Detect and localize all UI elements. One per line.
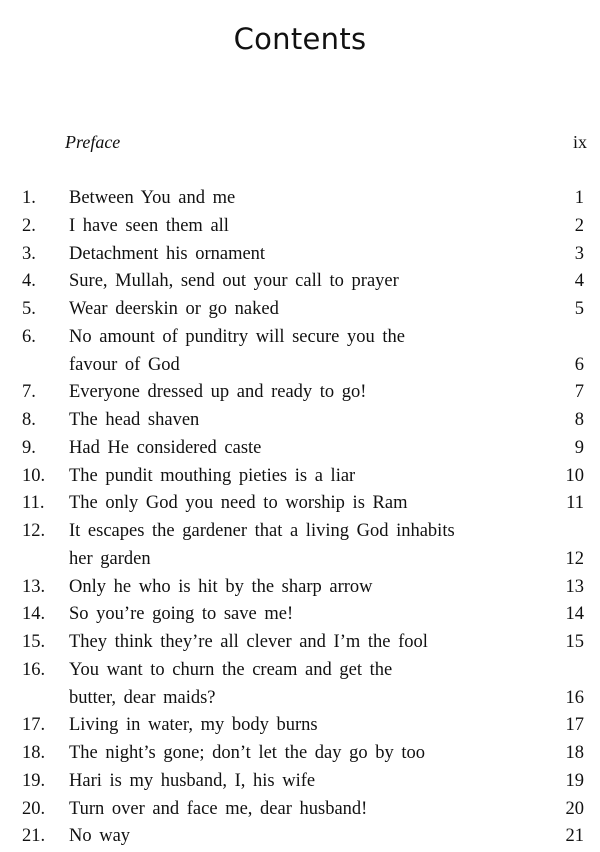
entry-page-number: 20 [565, 798, 584, 819]
entry-number: 12. [22, 521, 46, 541]
toc-entry[interactable] [0, 241, 600, 269]
entry-number: 21. [22, 826, 46, 847]
entry-number: 4. [22, 271, 36, 292]
entry-title-line: her garden [69, 548, 151, 569]
entry-page-number: 1 [574, 188, 584, 208]
entry-title-line: Between You and me [69, 188, 236, 208]
toc-entry[interactable] [0, 379, 600, 407]
entry-page-number: 4 [574, 271, 584, 292]
entry-page-number: 5 [574, 299, 584, 319]
entry-number: 9. [22, 437, 36, 458]
entry-title-line: The only God you need to worship is Ram [69, 493, 408, 514]
entry-number: 16. [22, 659, 46, 680]
entry-title-line: Had He considered caste [69, 437, 262, 458]
toc-entry[interactable] [0, 740, 600, 768]
entry-number: 7. [22, 382, 36, 403]
preface-page-number: ix [572, 132, 587, 152]
toc-entry[interactable] [0, 324, 600, 380]
entry-title-line: It escapes the gardener that a living God inhabits [69, 521, 455, 541]
entry-page-number: 17 [565, 715, 584, 736]
entry-title-line: No way [69, 826, 131, 847]
entry-page-number: 2 [574, 215, 584, 236]
toc-entry[interactable] [0, 796, 600, 824]
entry-page-number: 21 [565, 826, 584, 847]
entry-title-line: I have seen them all [69, 215, 229, 236]
entry-title-line: The night’s gone; don’t let the day go by too [69, 743, 426, 763]
entry-number: 19. [22, 770, 46, 791]
entry-title-line: The head shaven [69, 410, 200, 430]
entry-page-number: 14 [565, 604, 584, 625]
page-title: Contents [233, 22, 367, 56]
entry-title-line: Detachment his ornament [69, 243, 266, 264]
toc-entry[interactable] [0, 213, 600, 241]
toc-entry[interactable] [0, 490, 600, 518]
toc-entry[interactable] [0, 574, 600, 602]
toc-entry[interactable] [0, 463, 600, 491]
entry-title-line: No amount of punditry will secure you the [69, 326, 405, 347]
toc-entry[interactable] [0, 407, 600, 435]
entry-number: 3. [22, 243, 36, 264]
entry-title-line: Living in water, my body burns [69, 715, 318, 736]
toc-entry[interactable] [0, 823, 600, 851]
entry-page-number: 19 [565, 770, 584, 791]
entry-number: 5. [22, 299, 36, 319]
toc-entry[interactable] [0, 518, 600, 574]
toc-entry[interactable] [0, 185, 600, 213]
preface-label: Preface [65, 132, 121, 152]
entry-page-number: 9 [574, 437, 584, 458]
entry-title-line: Hari is my husband, I, his wife [69, 770, 316, 791]
entry-number: 17. [22, 715, 46, 736]
entry-title-line: They think they’re all clever and I’m the fool [69, 632, 428, 652]
toc-entry[interactable] [0, 435, 600, 463]
entry-title-line: You want to churn the cream and get the [69, 659, 393, 680]
entry-page-number: 10 [565, 465, 584, 486]
entry-page-number: 18 [565, 743, 584, 763]
entry-number: 2. [22, 215, 36, 236]
preface-entry[interactable] [65, 132, 587, 158]
entry-number: 8. [22, 410, 36, 430]
entry-number: 10. [22, 465, 46, 486]
toc-entry[interactable] [0, 657, 600, 713]
entry-title-line: The pundit mouthing pieties is a liar [69, 465, 356, 486]
entry-page-number: 12 [565, 548, 584, 569]
entry-page-number: 13 [565, 576, 584, 597]
entry-title-line: Wear deerskin or go naked [69, 299, 279, 319]
entry-title-line: Everyone dressed up and ready to go! [69, 382, 367, 403]
entry-page-number: 11 [566, 493, 584, 514]
entry-title-line: So you’re going to save me! [69, 604, 294, 625]
toc-entry[interactable] [0, 768, 600, 796]
entry-title-line: Only he who is hit by the sharp arrow [69, 576, 373, 597]
toc-entry[interactable] [0, 296, 600, 324]
entry-number: 11. [22, 493, 45, 514]
entry-title-line: Sure, Mullah, send out your call to prayer [69, 271, 399, 292]
toc-entry[interactable] [0, 712, 600, 740]
entry-page-number: 16 [565, 687, 584, 708]
entry-page-number: 6 [574, 354, 584, 375]
entry-number: 13. [22, 576, 46, 597]
entry-page-number: 8 [574, 410, 584, 430]
toc-entry[interactable] [0, 629, 600, 657]
entry-title-line: favour of God [69, 354, 180, 375]
toc-entry[interactable] [0, 601, 600, 629]
entry-title-line: butter, dear maids? [69, 687, 216, 708]
entry-number: 18. [22, 743, 46, 763]
entry-page-number: 15 [565, 632, 584, 652]
entry-page-number: 7 [574, 382, 584, 403]
entry-number: 14. [22, 604, 46, 625]
entry-title-line: Turn over and face me, dear husband! [69, 798, 368, 819]
entry-number: 6. [22, 326, 36, 347]
entry-number: 1. [22, 188, 36, 208]
entry-number: 15. [22, 632, 46, 652]
entry-page-number: 3 [574, 243, 584, 264]
toc-entry[interactable] [0, 268, 600, 296]
entry-number: 20. [22, 798, 46, 819]
